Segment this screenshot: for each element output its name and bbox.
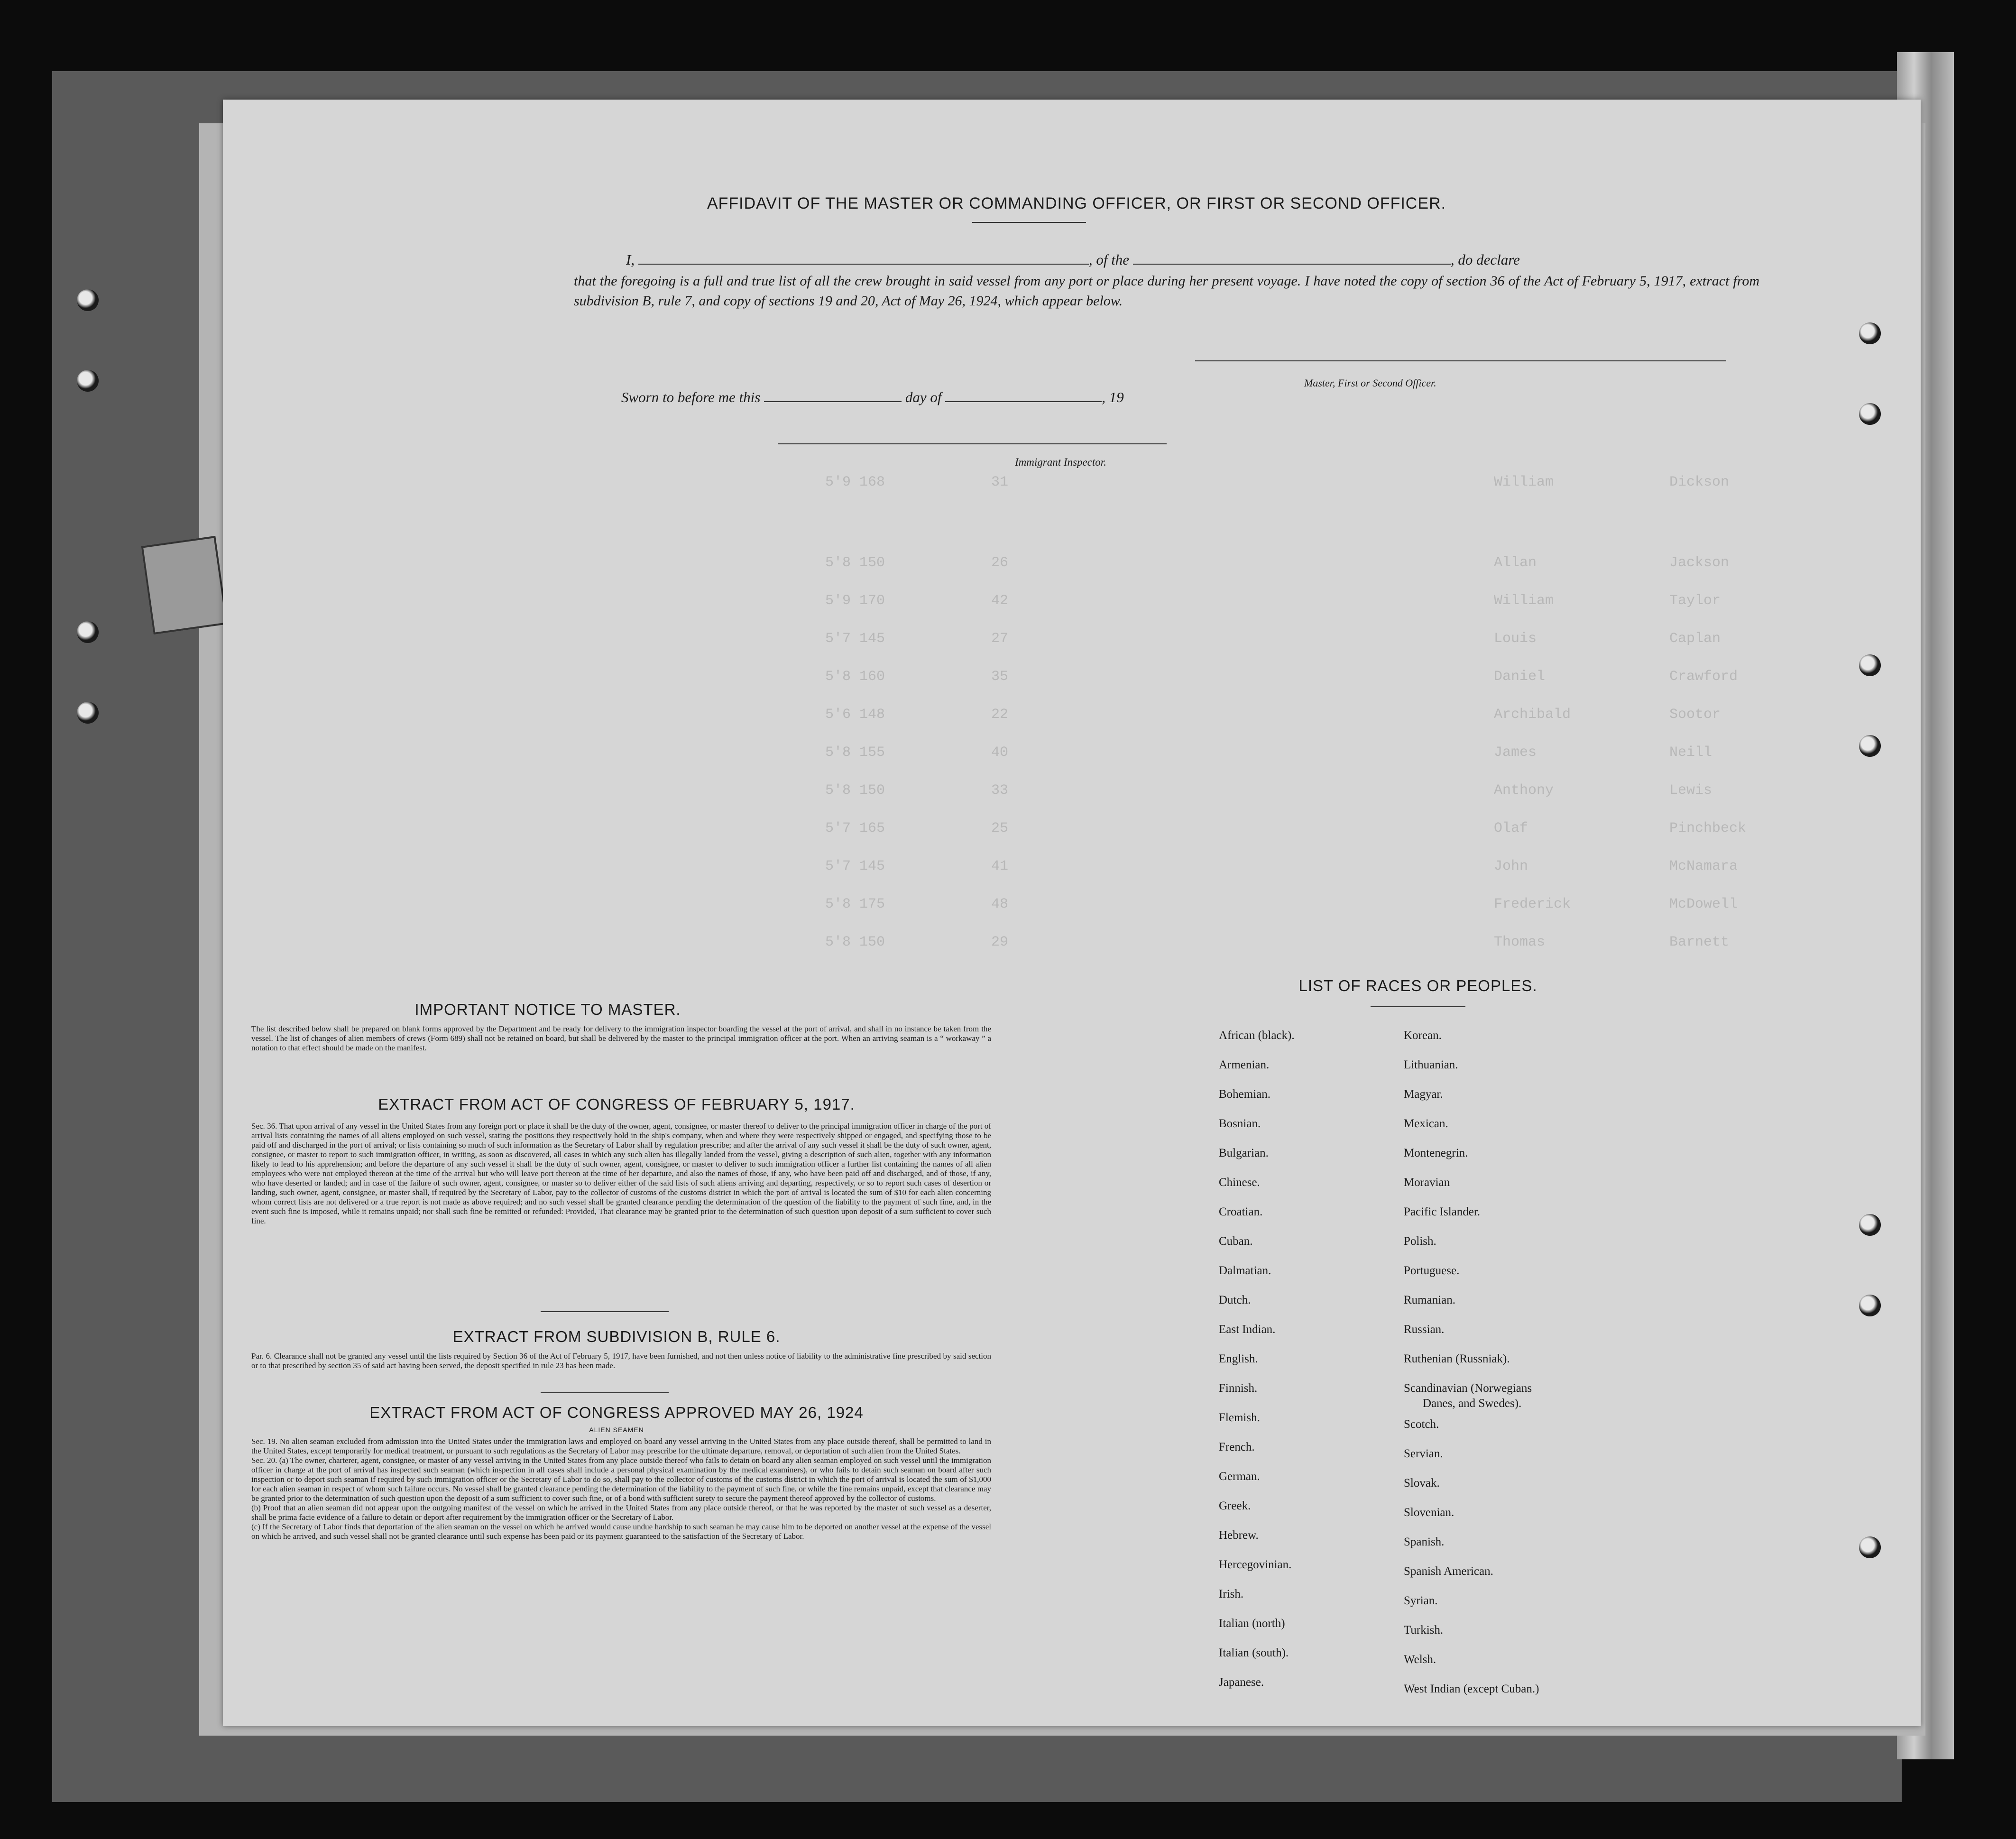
showthrough-height-weight: 5'6 148 — [825, 707, 885, 723]
showthrough-height-weight: 5'8 175 — [825, 896, 885, 912]
section-divider — [541, 1392, 669, 1393]
showthrough-age: 40 — [991, 745, 1009, 761]
race-item: Bulgarian. — [1219, 1147, 1269, 1159]
showthrough-name: Caplan — [1669, 631, 1721, 647]
showthrough-name: Taylor — [1669, 593, 1721, 609]
race-item: Mexican. — [1404, 1117, 1448, 1130]
race-item: Portuguese. — [1404, 1264, 1460, 1277]
showthrough-first-name: James — [1494, 745, 1537, 761]
binder-hole-right-1 — [1859, 322, 1881, 344]
affidavit-sheet — [223, 100, 1921, 1726]
showthrough-height-weight: 5'7 145 — [825, 631, 885, 647]
showthrough-age: 41 — [991, 858, 1009, 874]
race-item: Irish. — [1219, 1588, 1244, 1600]
race-item: Russian. — [1404, 1323, 1445, 1336]
showthrough-name: Dickson — [1669, 474, 1730, 490]
showthrough-first-name: John — [1494, 858, 1528, 874]
inspector-signature-line[interactable] — [778, 443, 1167, 444]
race-item: Hercegovinian. — [1219, 1558, 1292, 1571]
binder-hole-left-2 — [77, 370, 99, 392]
races-title-underline — [1371, 1006, 1465, 1007]
race-item: Rumanian. — [1404, 1294, 1456, 1306]
race-item: French. — [1219, 1441, 1255, 1453]
showthrough-height-weight: 5'7 165 — [825, 820, 885, 837]
showthrough-first-name: Olaf — [1494, 820, 1528, 837]
extract-rule6-body: Par. 6. Clearance shall not be granted any vessel until the lists required by Section 36 of the Act of February 5, 1917, have been furnished, and not then unless notice of liability to the administrative fine prescribed by said section or to that prescribed by section 35 of said act having been served, the deposit specified in rule 23 has been made. — [251, 1352, 991, 1370]
sworn-month-blank[interactable] — [945, 397, 1102, 402]
race-item: Cuban. — [1219, 1235, 1253, 1248]
showthrough-name: Pinchbeck — [1669, 820, 1747, 837]
showthrough-age: 27 — [991, 631, 1009, 647]
sworn-line — [621, 389, 1124, 406]
race-item: Ruthenian (Russniak). — [1404, 1352, 1510, 1365]
section-divider — [541, 1311, 669, 1312]
affidavit-declare-label: , do declare — [1450, 251, 1520, 268]
binder-hole-right-4 — [1859, 735, 1881, 757]
showthrough-height-weight: 5'9 168 — [825, 474, 885, 490]
race-item: Servian. — [1404, 1447, 1443, 1460]
binder-hole-right-7 — [1859, 1536, 1881, 1558]
race-item: Welsh. — [1404, 1653, 1436, 1666]
race-item: African (black). — [1219, 1029, 1295, 1042]
race-item: Korean. — [1404, 1029, 1442, 1042]
notice-title: IMPORTANT NOTICE TO MASTER. — [414, 1001, 681, 1018]
showthrough-first-name: William — [1494, 474, 1554, 490]
affidavit-i-label: I, — [626, 251, 635, 268]
race-item: Spanish American. — [1404, 1565, 1493, 1578]
extract-1917-title: EXTRACT FROM ACT OF CONGRESS OF FEBRUARY 5, 1917. — [378, 1095, 855, 1113]
extract-1924-title: EXTRACT FROM ACT OF CONGRESS APPROVED MAY 26, 1924 — [369, 1404, 864, 1421]
race-item: Scandinavian (Norwegians — [1404, 1382, 1532, 1395]
race-item: Italian (south). — [1219, 1646, 1289, 1659]
race-item: Slovenian. — [1404, 1506, 1454, 1519]
race-item: Syrian. — [1404, 1594, 1438, 1607]
sworn-before-label: Sworn to before me this — [621, 389, 761, 405]
showthrough-first-name: William — [1494, 593, 1554, 609]
binder-hole-left-4 — [77, 702, 99, 724]
showthrough-age: 22 — [991, 707, 1009, 723]
race-item: Turkish. — [1404, 1624, 1444, 1637]
showthrough-age: 48 — [991, 896, 1009, 912]
officer-name-blank[interactable] — [638, 260, 1089, 265]
race-item: Bosnian. — [1219, 1117, 1261, 1130]
showthrough-age: 42 — [991, 593, 1009, 609]
title-underline — [972, 222, 1086, 223]
showthrough-height-weight: 5'7 145 — [825, 858, 885, 874]
showthrough-first-name: Anthony — [1494, 782, 1554, 799]
showthrough-age: 25 — [991, 820, 1009, 837]
showthrough-name: McNamara — [1669, 858, 1738, 874]
race-item: Danes, and Swedes). — [1423, 1397, 1522, 1410]
showthrough-first-name: Archibald — [1494, 707, 1571, 723]
race-item: Spanish. — [1404, 1536, 1445, 1548]
race-item: West Indian (except Cuban.) — [1404, 1683, 1539, 1695]
binder-hole-right-5 — [1859, 1214, 1881, 1236]
binder-hole-right-3 — [1859, 654, 1881, 676]
extract-1924-body — [251, 1437, 991, 1541]
rubber-stamp — [141, 536, 228, 634]
notice-body: The list described below shall be prepared on blank forms approved by the Department and be ready for delivery to the immigration inspector boarding the vessel at the port of arrival, and shall in no instance be taken from the vessel. The list of changes of alien members of crews (Form 689) shall not be retained on board, but shall be delivered by the master to the principal immigration officer at the port. When an arriving seaman is a “ workaway ” a notation to that effect should be made on the manifest. — [251, 1024, 991, 1052]
extract-1917-body: Sec. 36. That upon arrival of any vessel in the United States from any foreign port or place it shall be the duty of the owner, agent, consignee, or master thereof to deliver to the principal immigration officer in charge of the port of arrival lists containing the names of all aliens employed on such vessel, stating the positions they respectively hold in the ship's company, when and where they were respectively shipped or engaged, and specifying those to be paid off and discharged in the port of arrival; or lists containing so much of such information as the Secretary of Labor shall by regulation prescribe; and after the arrival of any such vessel it shall be the duty of such owner, agent, consignee, or master to report to such immigration officer, in writing, as soon as discovered, all cases in which any such alien has illegally landed from the vessel, giving a description of such alien, together with any information likely to lead to his apprehension; and before the departure of any such vessel it shall be the duty of such owner, agent, consignee, or master to deliver to such immigration officer a further list containing the names of all alien employees who were not employed thereon at the time of the arrival but who will leave port thereon at the time of her departure, and also the names of those, if any, who have been paid off and discharged, and of those, if any, who have deserted or landed; and in case of the failure of such owner, agent, consignee, or master so to deliver either of the said lists of such aliens arriving and departing, respectively, or so to report such cases of desertion or landing, such owner, agent, consignee, or master shall, if required by the Secretary of Labor, pay to the collector of customs of the customs district in which the port of arrival is located the sum of $10 for each alien concerning whom correct lists are not delivered or a true report is not made as above required; and no such vessel shall be granted clearance pending the determination of the question of the liability to the payment of such fine, and, in the event such fine is imposed, while it remains unpaid; nor shall such fine be remitted or refunded: Provided, That clearance may be granted prior to the determination of such question upon deposit of a sum sufficient to cover such fine. — [251, 1122, 991, 1225]
extract-rule6-title: EXTRACT FROM SUBDIVISION B, RULE 6. — [452, 1328, 781, 1345]
race-item: Croatian. — [1219, 1205, 1263, 1218]
race-item: Armenian. — [1219, 1058, 1270, 1071]
race-item: Bohemian. — [1219, 1088, 1271, 1101]
vessel-name-blank[interactable] — [1133, 260, 1451, 265]
race-item: Chinese. — [1219, 1176, 1260, 1189]
race-item: Dutch. — [1219, 1294, 1251, 1306]
binder-hole-right-6 — [1859, 1295, 1881, 1316]
race-item: English. — [1219, 1352, 1258, 1365]
showthrough-first-name: Louis — [1494, 631, 1537, 647]
sec-20c-text: (c) If the Secretary of Labor finds that deportation of the alien seaman on the vessel on which he arrived would cause undue hardship to such seaman he may cause him to be deported on another vessel at the expense of the vessel on which he arrived, and such vessel shall not be granted clearance until such expense has been paid or its payment guaranteed to the satisfaction of the Secretary of Labor. — [251, 1522, 991, 1541]
race-item: Italian (north) — [1219, 1617, 1285, 1630]
day-of-label: day of — [905, 389, 942, 405]
showthrough-first-name: Daniel — [1494, 669, 1546, 685]
binder-hole-left-3 — [77, 621, 99, 643]
race-item: Flemish. — [1219, 1411, 1260, 1424]
affidavit-of-the-label: , of the — [1088, 251, 1130, 268]
extract-1924-subtitle: ALIEN SEAMEN — [589, 1426, 644, 1434]
showthrough-first-name: Thomas — [1494, 934, 1546, 950]
race-item: Montenegrin. — [1404, 1147, 1468, 1159]
race-item: Finnish. — [1219, 1382, 1258, 1395]
showthrough-age: 29 — [991, 934, 1009, 950]
affidavit-declaration-line — [626, 251, 1755, 268]
race-item: Magyar. — [1404, 1088, 1443, 1101]
race-item: Moravian — [1404, 1176, 1450, 1189]
master-signature-label: Master, First or Second Officer. — [1304, 377, 1436, 389]
showthrough-name: Barnett — [1669, 934, 1730, 950]
affidavit-title: AFFIDAVIT OF THE MASTER OR COMMANDING OFFICER, OR FIRST OR SECOND OFFICER. — [707, 194, 1446, 212]
showthrough-first-name: Allan — [1494, 555, 1537, 571]
binder-hole-left-1 — [77, 289, 99, 311]
master-signature-line[interactable] — [1195, 360, 1726, 361]
race-item: Polish. — [1404, 1235, 1436, 1248]
race-item: Scotch. — [1404, 1418, 1439, 1431]
sworn-day-blank[interactable] — [764, 397, 902, 402]
showthrough-age: 33 — [991, 782, 1009, 799]
sec-20b-text: (b) Proof that an alien seaman did not appear upon the outgoing manifest of the vessel on which he arrived in the United States from any place outside thereof, or that he was reported by the master of such vessel as a deserter, shall be prima facie evidence of a failure to detain or deport after requirement by the immigration officer or the Secretary of Labor. — [251, 1503, 991, 1522]
showthrough-height-weight: 5'8 160 — [825, 669, 885, 685]
showthrough-name: Sootor — [1669, 707, 1721, 723]
showthrough-age: 31 — [991, 474, 1009, 490]
showthrough-name: Jackson — [1669, 555, 1730, 571]
showthrough-first-name: Frederick — [1494, 896, 1571, 912]
showthrough-height-weight: 5'8 150 — [825, 934, 885, 950]
showthrough-age: 26 — [991, 555, 1009, 571]
race-item: Slovak. — [1404, 1477, 1440, 1490]
race-item: Hebrew. — [1219, 1529, 1259, 1542]
sec-19-text: Sec. 19. No alien seaman excluded from admission into the United States under the immigration laws and employed on board any vessel arriving in the United States from any place outside thereof, shall be permitted to land in the United States, except temporarily for medical treatment, or pursuant to such regulations as the Secretary of Labor may prescribe for the ultimate departure, removal, or deportation of such alien from the United States. — [251, 1437, 991, 1455]
race-item: Dalmatian. — [1219, 1264, 1271, 1277]
showthrough-height-weight: 5'8 150 — [825, 782, 885, 799]
affidavit-body: that the foregoing is a full and true list of all the crew brought in said vessel from any port or place during her present voyage. I have noted the copy of section 36 of the Act of February 5, 1917, extract from subdivision B, rule 7, and copy of sections 19 and 20, Act of May 26, 1924, which appear below. — [574, 273, 1759, 309]
race-item: East Indian. — [1219, 1323, 1276, 1336]
sec-20a-text: Sec. 20. (a) The owner, charterer, agent, consignee, or master of any vessel arriving in the United States from any place outside thereof who fails to detain on board any alien seaman employed on such vessel until the immigration officer in charge at the port of arrival has inspected such seaman (which inspection in all cases shall include a personal physical examination by the medical examiners), or who fails to detain such seaman on board after such inspection or to deport such seaman if required by such immigration officer or the Secretary of Labor to do so, shall pay to the collector of customs of the customs district in which the port of arrival is located the sum of $1,000 for each alien seaman in respect of whom such failure occurs. No vessel shall be granted clearance pending the determination of the liability to the payment of such fine, or while the fine remains unpaid, except that clearance may be granted prior to the determination of such question upon the deposit of a sum sufficient to cover such fine, or of a bond with sufficient surety to secure the payment thereof approved by the collector of customs. — [251, 1456, 991, 1503]
showthrough-height-weight: 5'8 150 — [825, 555, 885, 571]
showthrough-name: Crawford — [1669, 669, 1738, 685]
races-title: LIST OF RACES OR PEOPLES. — [1298, 977, 1537, 994]
showthrough-name: Neill — [1669, 745, 1712, 761]
inspector-label: Immigrant Inspector. — [1015, 456, 1106, 468]
year-prefix-label: , 19 — [1102, 389, 1124, 405]
binder-hole-right-2 — [1859, 403, 1881, 425]
showthrough-height-weight: 5'8 155 — [825, 745, 885, 761]
showthrough-name: Lewis — [1669, 782, 1712, 799]
showthrough-age: 35 — [991, 669, 1009, 685]
race-item: Pacific Islander. — [1404, 1205, 1481, 1218]
race-item: Japanese. — [1219, 1676, 1264, 1689]
race-item: Greek. — [1219, 1499, 1251, 1512]
race-item: Lithuanian. — [1404, 1058, 1458, 1071]
race-item: German. — [1219, 1470, 1260, 1483]
showthrough-height-weight: 5'9 170 — [825, 593, 885, 609]
showthrough-name: McDowell — [1669, 896, 1738, 912]
